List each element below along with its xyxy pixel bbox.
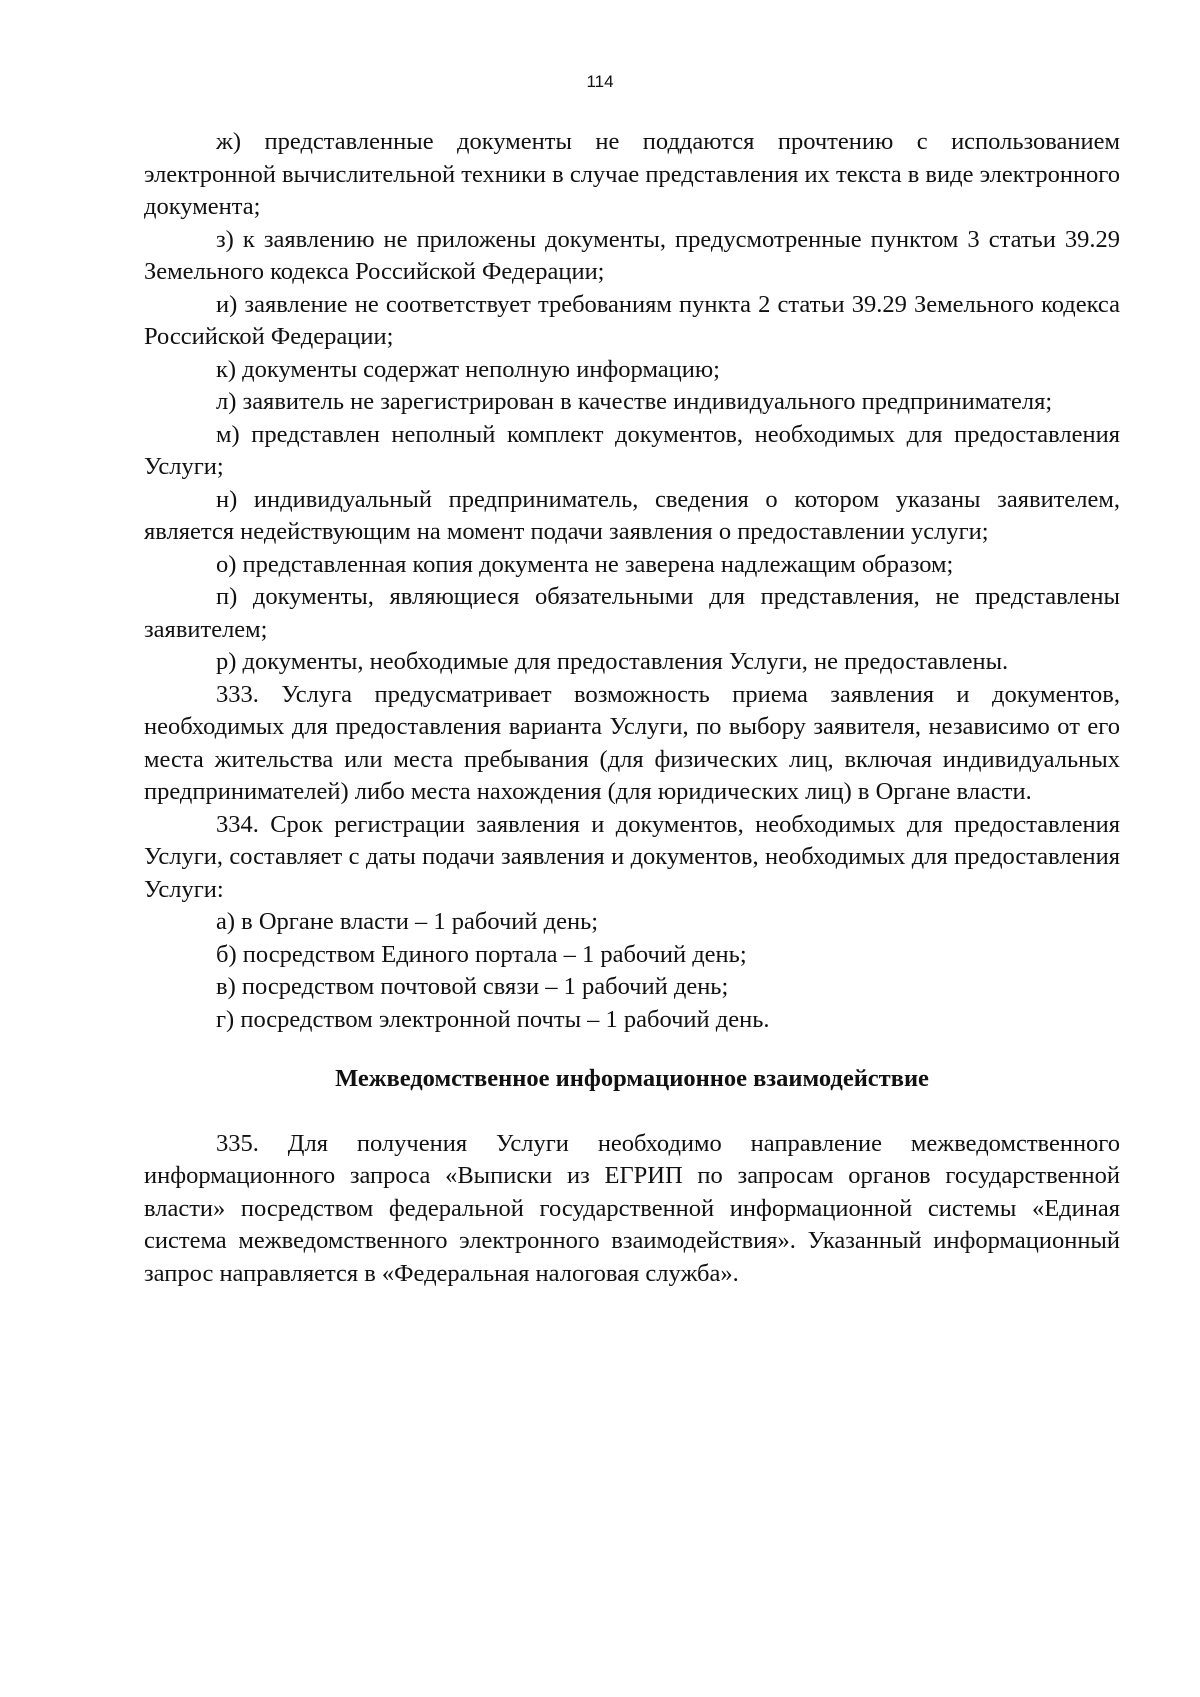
paragraph-item-i: и) заявление не соответствует требованиям пункта 2 статьи 39.29 Земельного кодекса Российской Федерации; [144,290,1120,350]
paragraph-item-a: а) в Органе власти – 1 рабочий день; [216,908,599,935]
paragraph-item-o: о) представленная копия документа не заверена надлежащим образом; [216,550,954,578]
paragraph-item-k: к) документы содержат неполную информацию; [216,355,720,383]
paragraph-item-r: р) документы, необходимые для предоставления Услуги, не предоставлены. [216,648,1009,675]
page-number: 114 [586,72,614,91]
paragraph-333: 333. Услуга предусматривает возможность приема заявления и документов, необходимых для предоставления варианта Услуги, по выбору заявителя, независимо от его места жительства или места пребывания (для физических лиц, включая индивидуальных предпринимателей) либо места нахождения (для юридических лиц) в Органе власти. [144,680,1120,805]
paragraph-item-l: л) заявитель не зарегистрирован в качестве индивидуального предпринимателя; [216,388,1053,415]
paragraph-item-g: г) посредством электронной почты – 1 рабочий день. [216,1005,770,1033]
paragraph-item-zh: ж) представленные документы не поддаются прочтению с использованием электронной вычислительной техники в случае представления их текста в виде электронного документа; [144,128,1120,220]
paragraph-335: 335. Для получения Услуги необходимо направление межведомственного информационного запроса «Выписки из ЕГРИП по запросам органов государственной власти» посредством федеральной государственной информационной системы «Единая система межведомственного электронного взаимодействия». Указанный информационный запрос направляется в «Федеральная налоговая служба». [144,1129,1120,1287]
document-body [144,126,1120,1290]
paragraph-item-b: б) посредством Единого портала – 1 рабочий день; [216,940,747,968]
section-heading: Межведомственное информационное взаимодействие [335,1065,929,1092]
paragraph-item-v: в) посредством почтовой связи – 1 рабочий день; [216,973,729,1000]
paragraph-334: 334. Срок регистрации заявления и документов, необходимых для предоставления Услуги, составляет с даты подачи заявления и документов, необходимых для предоставления Услуги: [144,810,1120,903]
paragraph-item-z: з) к заявлению не приложены документы, предусмотренные пунктом 3 статьи 39.29 Земельного кодекса Российской Федерации; [144,225,1120,285]
paragraph-item-p: п) документы, являющиеся обязательными для представления, не представлены заявителем; [144,583,1120,643]
paragraph-item-n: н) индивидуальный предприниматель, сведения о котором указаны заявителем, является недействующим на момент подачи заявления о предоставлении услуги; [144,485,1120,545]
paragraph-item-m: м) представлен неполный комплект документов, необходимых для предоставления Услуги; [144,420,1120,480]
